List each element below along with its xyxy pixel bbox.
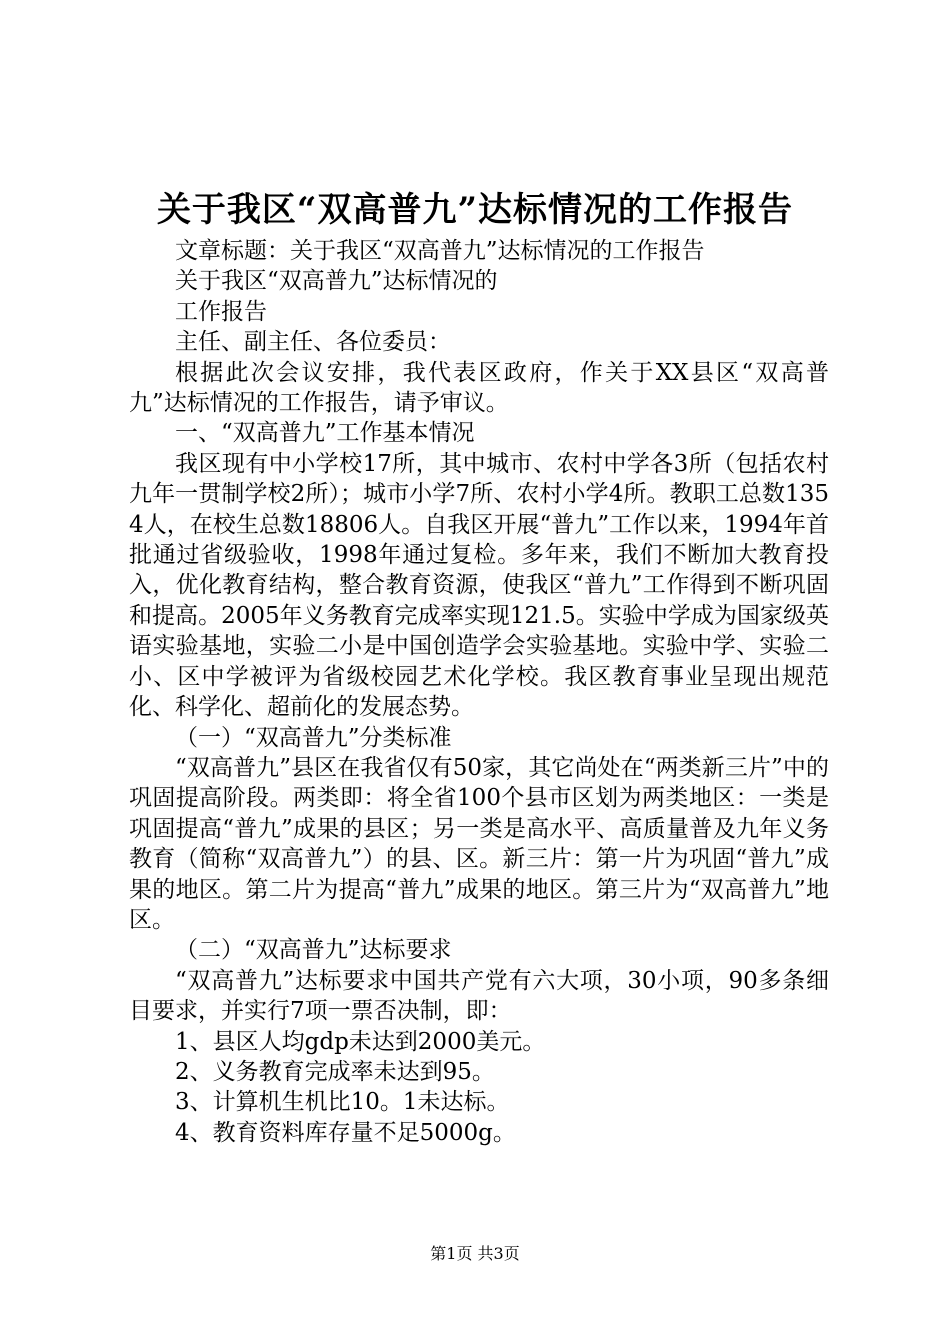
- list-item: 1、县区人均gdp未达到2000美元。: [175, 1028, 546, 1055]
- paragraph-heading-line-2: 工作报告: [175, 298, 267, 325]
- section-heading-1: 一、“双高普九”工作基本情况: [175, 420, 475, 447]
- subsection-heading-2: （二）“双高普九”达标要求: [175, 937, 452, 964]
- paragraph-article-title: 文章标题：关于我区“双高普九”达标情况的工作报告: [175, 238, 705, 264]
- list-item: 3、计算机生机比10。1未达标。: [175, 1089, 510, 1116]
- list-item: 4、教育资料库存量不足5000g。: [175, 1119, 516, 1146]
- paragraph-classification: “双高普九”县区在我省仅有50家，其它尚处在“两类新三片”中的巩固提高阶段。两类即：将全省100个县市区划为两类地区：一类是巩固提高“普九”成果的县区；另一类是高水平、高质量普及九年义务教育（简称“双高普九”）的县、区。新三片：第一片为巩固“普九”成果的地区。第二片为提高“普九”成果的地区。第三片为“双高普九”地区。: [129, 754, 829, 933]
- paragraph-intro: 根据此次会议安排，我代表区政府，作关于XX县区“双高普九”达标情况的工作报告，请予审议。: [129, 359, 829, 417]
- document-title: 关于我区“双高普九”达标情况的工作报告: [156, 190, 794, 230]
- page-number: 第1页 共3页: [430, 1244, 520, 1263]
- document-body: [129, 236, 829, 1148]
- paragraph-salutation: 主任、副主任、各位委员：: [175, 329, 451, 356]
- paragraph-requirements: “双高普九”达标要求中国共产党有六大项，30小项，90多条细目要求，并实行7项一票否决制，即：: [129, 967, 829, 1025]
- subsection-heading-1: （一）“双高普九”分类标准: [175, 724, 452, 751]
- paragraph-heading-line-1: 关于我区“双高普九”达标情况的: [175, 268, 498, 295]
- list-item: 2、义务教育完成率未达到95。: [175, 1058, 495, 1085]
- paragraph-basic-situation: 我区现有中小学校17所，其中城市、农村中学各3所（包括农村九年一贯制学校2所）；城市小学7所、农村小学4所。教职工总数1354人，在校生总数18806人。自我区开展“普九”工作以来，1994年首批通过省级验收，1998年通过复检。多年来，我们不断加大教育投入，优化教育结构，整合教育资源，使我区“普九”工作得到不断巩固和提高。2005年义务教育完成率实现121.5。实验中学成为国家级英语实验基地，实验二小是中国创造学会实验基地。实验中学、实验二小、区中学被评为省级校园艺术化学校。我区教育事业呈现出规范化、科学化、超前化的发展态势。: [129, 450, 829, 721]
